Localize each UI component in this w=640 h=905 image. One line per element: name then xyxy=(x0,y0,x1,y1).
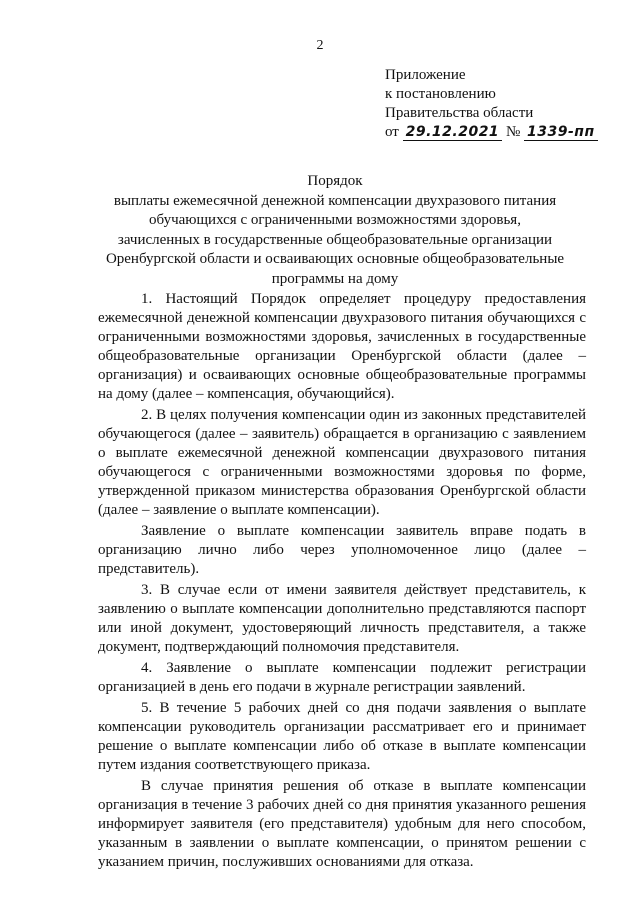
paragraph: 4. Заявление о выплате компенсации подлежит регистрации организацией в день его подачи в журнале регистрации заявлений. xyxy=(98,660,586,695)
paragraph: 5. В течение 5 рабочих дней со дня подачи заявления о выплате компенсации руководитель организации рассматривает его и принимает решение о выплате компенсации либо об отказе в выплате компенсации путем издания соответствующего приказа. xyxy=(98,700,586,773)
handwritten-date: 29.12.2021 xyxy=(403,124,503,141)
document-body xyxy=(98,290,586,874)
paragraph: 2. В целях получения компенсации один из законных представителей обучающегося (далее – заявитель) обращается в организацию с заявлением о выплате ежемесячной денежной компенсации двухразового питания обучающегося с ограниченными возможностями здоровья по форме, утвержденной приказом министерства образования Оренбургской области (далее – заявление о выплате компенсации). xyxy=(98,407,586,518)
title-heading: Порядок xyxy=(307,173,363,189)
appendix-line: Правительства области xyxy=(385,105,534,121)
number-sign: № xyxy=(505,124,521,140)
date-prefix: от xyxy=(385,124,399,140)
title-line: обучающихся с ограниченными возможностями здоровья, xyxy=(149,212,521,228)
appendix-line: Приложение xyxy=(385,67,466,83)
page-number: 2 xyxy=(316,38,324,53)
title-line: выплаты ежемесячной денежной компенсации двухразового питания xyxy=(113,192,557,209)
paragraph: Заявление о выплате компенсации заявитель вправе подать в организацию лично либо через уполномоченное лицо (далее – представитель). xyxy=(98,523,586,577)
title-line: зачисленных в государственные общеобразовательные организации xyxy=(117,231,553,248)
title-line: программы на дому xyxy=(271,270,399,287)
appendix-date-line xyxy=(385,123,598,142)
handwritten-number: 1339-пп xyxy=(524,124,598,141)
document-title xyxy=(85,172,585,289)
paragraph: В случае принятия решения об отказе в выплате компенсации организация в течение 3 рабочих дней со дня принятия указанного решения информирует заявителя (его представителя) удобным для него способом, указанным в заявлении о выплате компенсации, о принятом решении с указанием причин, послуживших основаниями для отказа. xyxy=(98,778,586,870)
paragraph: 3. В случае если от имени заявителя действует представитель, к заявлению о выплате компенсации дополнительно представляются паспорт или иной документ, удостоверяющий личность представителя, а также документ, подтверждающий полномочия представителя. xyxy=(98,582,586,655)
title-line: Оренбургской области и осваивающих основные общеобразовательные xyxy=(105,251,565,267)
appendix-line: к постановлению xyxy=(385,86,496,102)
appendix-block xyxy=(385,66,598,142)
paragraph: 1. Настоящий Порядок определяет процедуру предоставления ежемесячной денежной компенсации двухразового питания обучающихся с ограниченными возможностями здоровья, зачисленных в государственные общеобразовательные организации Оренбургской области (далее – организация) и осваивающих основные общеобразовательные программы на дому (далее – компенсация, обучающийся). xyxy=(98,291,586,402)
